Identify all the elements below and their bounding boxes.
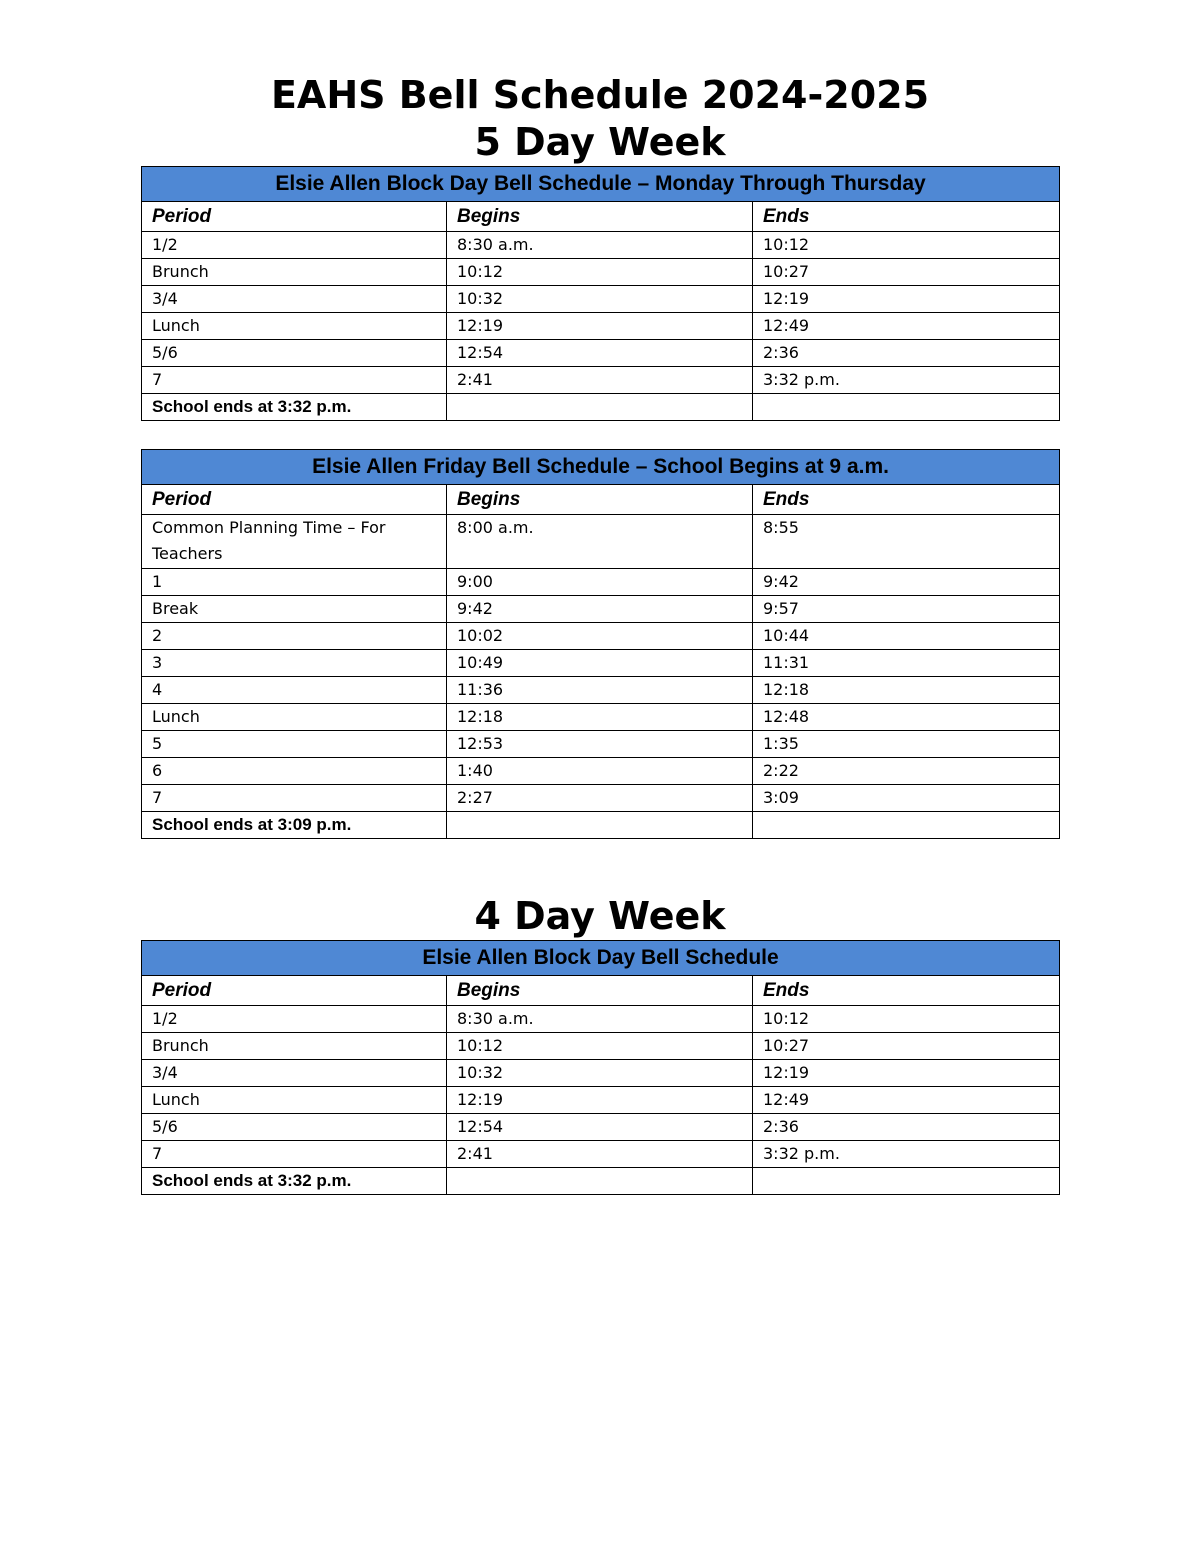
begins-cell: 9:00	[447, 569, 753, 596]
table-row	[142, 704, 1060, 731]
period-cell: 5/6	[142, 1114, 447, 1141]
ends-cell: 12:18	[753, 677, 1060, 704]
table-row	[142, 1060, 1060, 1087]
table-caption: Elsie Allen Block Day Bell Schedule	[142, 941, 1060, 976]
period-cell: 7	[142, 367, 447, 394]
period-cell: Lunch	[142, 1087, 447, 1114]
begins-cell: 1:40	[447, 758, 753, 785]
period-cell: 4	[142, 677, 447, 704]
empty-cell	[753, 394, 1060, 421]
school-end-note: School ends at 3:32 p.m.	[142, 394, 447, 421]
begins-cell: 8:30 a.m.	[447, 232, 753, 259]
school-end-note: School ends at 3:09 p.m.	[142, 812, 447, 839]
ends-cell: 9:42	[753, 569, 1060, 596]
table-row	[142, 758, 1060, 785]
period-cell: Lunch	[142, 704, 447, 731]
column-header-begins: Begins	[447, 485, 753, 515]
column-header-period: Period	[142, 485, 447, 515]
school-end-note: School ends at 3:32 p.m.	[142, 1168, 447, 1195]
table-row	[142, 731, 1060, 758]
ends-cell: 10:12	[753, 1006, 1060, 1033]
friday-schedule-table	[141, 449, 1060, 839]
begins-cell: 2:27	[447, 785, 753, 812]
ends-cell: 8:55	[753, 515, 1060, 569]
table-row	[142, 1114, 1060, 1141]
table-row	[142, 1087, 1060, 1114]
begins-cell: 8:30 a.m.	[447, 1006, 753, 1033]
period-cell: Brunch	[142, 259, 447, 286]
column-header-begins: Begins	[447, 202, 753, 232]
begins-cell: 12:54	[447, 340, 753, 367]
begins-cell: 12:53	[447, 731, 753, 758]
school-end-row	[142, 812, 1060, 839]
period-cell: 1/2	[142, 1006, 447, 1033]
period-cell: 1	[142, 569, 447, 596]
begins-cell: 12:19	[447, 313, 753, 340]
ends-cell: 10:27	[753, 1033, 1060, 1060]
table-caption: Elsie Allen Block Day Bell Schedule – Monday Through Thursday	[142, 167, 1060, 202]
ends-cell: 2:36	[753, 340, 1060, 367]
table-row	[142, 313, 1060, 340]
five-day-schedule-table	[141, 166, 1060, 421]
page-title: EAHS Bell Schedule 2024-2025	[270, 73, 930, 117]
period-cell: 1/2	[142, 232, 447, 259]
begins-cell: 12:54	[447, 1114, 753, 1141]
ends-cell: 10:44	[753, 623, 1060, 650]
period-cell: 5	[142, 731, 447, 758]
ends-cell: 3:32 p.m.	[753, 367, 1060, 394]
begins-cell: 12:18	[447, 704, 753, 731]
table-caption-row	[142, 941, 1060, 976]
begins-cell: 10:32	[447, 1060, 753, 1087]
begins-cell: 10:02	[447, 623, 753, 650]
column-header-period: Period	[142, 976, 447, 1006]
table-header-row	[142, 485, 1060, 515]
begins-cell: 11:36	[447, 677, 753, 704]
column-header-ends: Ends	[753, 976, 1060, 1006]
ends-cell: 3:32 p.m.	[753, 1141, 1060, 1168]
table-row	[142, 650, 1060, 677]
ends-cell: 12:19	[753, 286, 1060, 313]
period-cell: 3/4	[142, 286, 447, 313]
table-row	[142, 232, 1060, 259]
begins-cell: 10:49	[447, 650, 753, 677]
begins-cell: 8:00 a.m.	[447, 515, 753, 569]
empty-cell	[447, 812, 753, 839]
table-caption-row	[142, 167, 1060, 202]
period-cell: Lunch	[142, 313, 447, 340]
period-cell: 6	[142, 758, 447, 785]
column-header-begins: Begins	[447, 976, 753, 1006]
ends-cell: 10:27	[753, 259, 1060, 286]
empty-cell	[447, 394, 753, 421]
table-row	[142, 785, 1060, 812]
table-row	[142, 677, 1060, 704]
table-caption: Elsie Allen Friday Bell Schedule – School Begins at 9 a.m.	[142, 450, 1060, 485]
begins-cell: 9:42	[447, 596, 753, 623]
period-cell: 2	[142, 623, 447, 650]
table-row	[142, 340, 1060, 367]
table-header-row	[142, 976, 1060, 1006]
empty-cell	[753, 1168, 1060, 1195]
period-cell: 7	[142, 785, 447, 812]
begins-cell: 10:12	[447, 259, 753, 286]
table-row	[142, 569, 1060, 596]
ends-cell: 2:22	[753, 758, 1060, 785]
school-end-row	[142, 1168, 1060, 1195]
column-header-ends: Ends	[753, 485, 1060, 515]
period-cell: Brunch	[142, 1033, 447, 1060]
table-header-row	[142, 202, 1060, 232]
begins-cell: 10:32	[447, 286, 753, 313]
section-heading-5-day-week: 5 Day Week	[474, 120, 726, 164]
ends-cell: 9:57	[753, 596, 1060, 623]
ends-cell: 12:48	[753, 704, 1060, 731]
ends-cell: 3:09	[753, 785, 1060, 812]
table-row	[142, 286, 1060, 313]
begins-cell: 2:41	[447, 1141, 753, 1168]
table-row	[142, 1033, 1060, 1060]
table-row	[142, 1006, 1060, 1033]
ends-cell: 10:12	[753, 232, 1060, 259]
ends-cell: 11:31	[753, 650, 1060, 677]
period-cell: 3	[142, 650, 447, 677]
period-cell: Common Planning Time – For Teachers	[142, 515, 447, 569]
column-header-period: Period	[142, 202, 447, 232]
period-cell: Break	[142, 596, 447, 623]
table-row	[142, 367, 1060, 394]
period-cell: 7	[142, 1141, 447, 1168]
four-day-schedule-table	[141, 940, 1060, 1195]
column-header-ends: Ends	[753, 202, 1060, 232]
table-row	[142, 623, 1060, 650]
begins-cell: 10:12	[447, 1033, 753, 1060]
ends-cell: 12:49	[753, 1087, 1060, 1114]
ends-cell: 1:35	[753, 731, 1060, 758]
period-cell: 5/6	[142, 340, 447, 367]
table-row	[142, 596, 1060, 623]
school-end-row	[142, 394, 1060, 421]
ends-cell: 12:49	[753, 313, 1060, 340]
ends-cell: 12:19	[753, 1060, 1060, 1087]
period-cell: 3/4	[142, 1060, 447, 1087]
ends-cell: 2:36	[753, 1114, 1060, 1141]
begins-cell: 12:19	[447, 1087, 753, 1114]
empty-cell	[447, 1168, 753, 1195]
table-row	[142, 515, 1060, 569]
empty-cell	[753, 812, 1060, 839]
begins-cell: 2:41	[447, 367, 753, 394]
table-caption-row	[142, 450, 1060, 485]
table-row	[142, 259, 1060, 286]
table-row	[142, 1141, 1060, 1168]
section-heading-4-day-week: 4 Day Week	[474, 894, 726, 938]
